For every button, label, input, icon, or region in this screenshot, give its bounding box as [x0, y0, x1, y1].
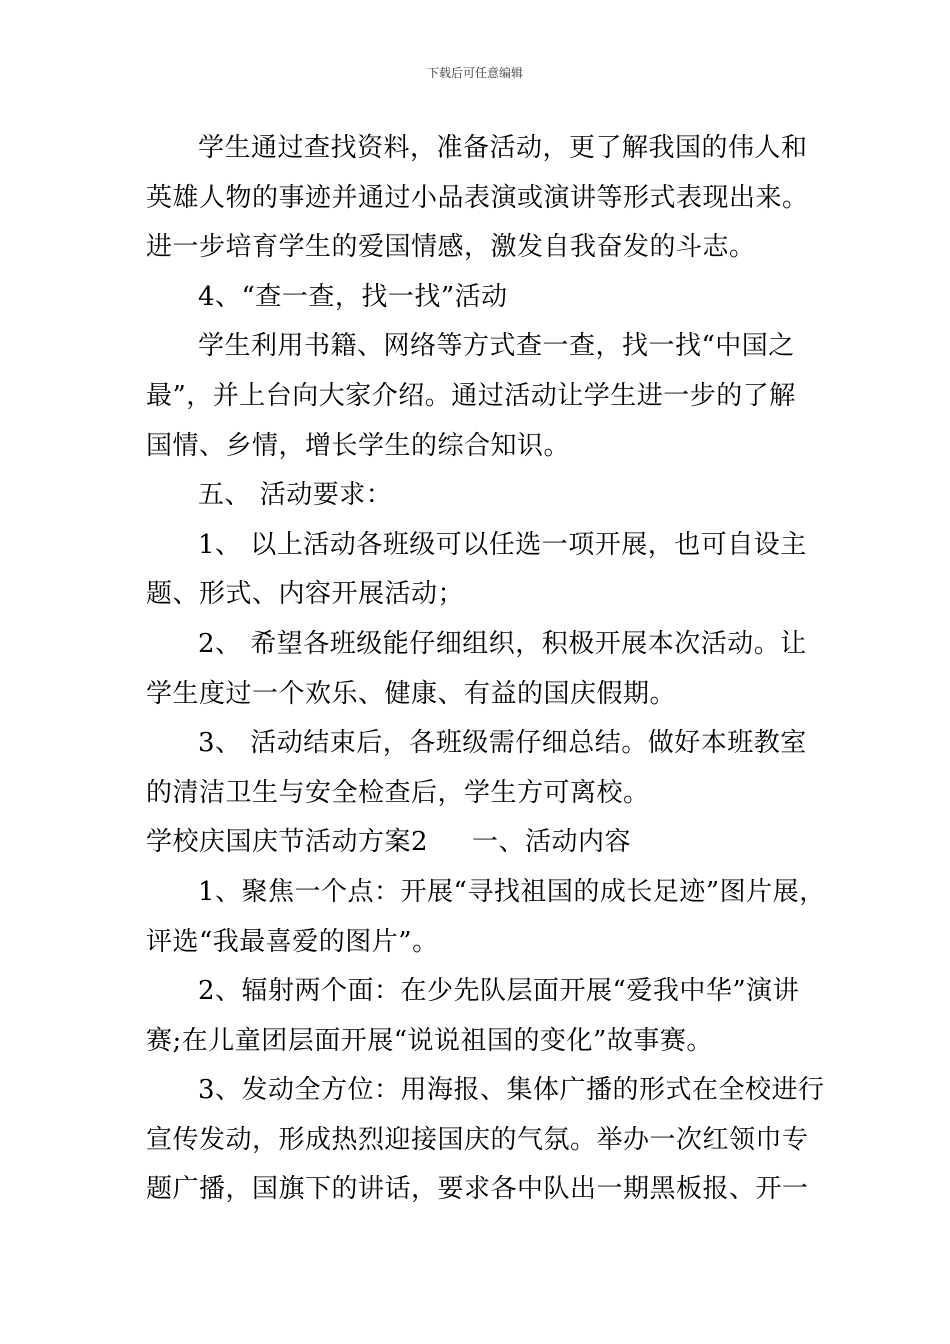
text-line: 学生利用书籍、网络等方式查一查，找一找“中国之 [198, 331, 795, 362]
document-body [146, 124, 826, 1215]
section-heading: 4、“查一查，找一找”活动 [198, 281, 508, 312]
text-line: 英雄人物的事迹并通过小品表演或演讲等形式表现出来。 [146, 182, 809, 213]
list-item: 1、 以上活动各班级可以任选一项开展，也可自设主 [198, 529, 807, 560]
section-heading: 五、 活动要求： [198, 480, 393, 511]
text-line: 的清洁卫生与安全检查后，学生方可离校。 [146, 777, 650, 808]
text-line: 国情、乡情，增长学生的综合知识。 [146, 430, 571, 461]
text-line: 进一步培育学生的爱国情感，激发自我奋发的斗志。 [146, 232, 756, 263]
text-line: 评选“我最喜爱的图片”。 [146, 926, 439, 957]
text-line: 题、形式、内容开展活动； [146, 579, 465, 610]
plan-title-line [146, 818, 826, 868]
list-item: 2、辐射两个面：在少先队层面开展“爱我中华”演讲 [198, 976, 800, 1007]
text-line: 宣传发动，形成热烈迎接国庆的气氛。举办一次红领巾专 [146, 1124, 809, 1155]
list-item: 3、 活动结束后，各班级需仔细总结。做好本班教室 [198, 728, 807, 759]
text-line: 最”，并上台向大家介绍。通过活动让学生进一步的了解 [146, 380, 796, 411]
text-line: 题广播，国旗下的讲话，要求各中队出一期黑板报、开一 [146, 1174, 809, 1205]
plan-title: 学校庆国庆节活动方案2 [146, 827, 429, 858]
list-item: 1、聚焦一个点：开展“寻找祖国的成长足迹”图片展， [198, 876, 826, 907]
list-item: 2、 希望各班级能仔细组织，积极开展本次活动。让 [198, 628, 807, 659]
section-heading: 一、活动内容 [472, 827, 632, 858]
text-line: 赛;在儿童团层面开展“说说祖国的变化”故事赛。 [146, 1025, 713, 1056]
list-item: 3、发动全方位：用海报、集体广播的形式在全校进行 [198, 1075, 825, 1106]
text-line: 学生通过查找资料，准备活动，更了解我国的伟人和 [198, 133, 808, 163]
page-header: 下载后可任意编辑 [426, 66, 523, 80]
text-line: 学生度过一个欢乐、健康、有益的国庆假期。 [146, 678, 677, 709]
